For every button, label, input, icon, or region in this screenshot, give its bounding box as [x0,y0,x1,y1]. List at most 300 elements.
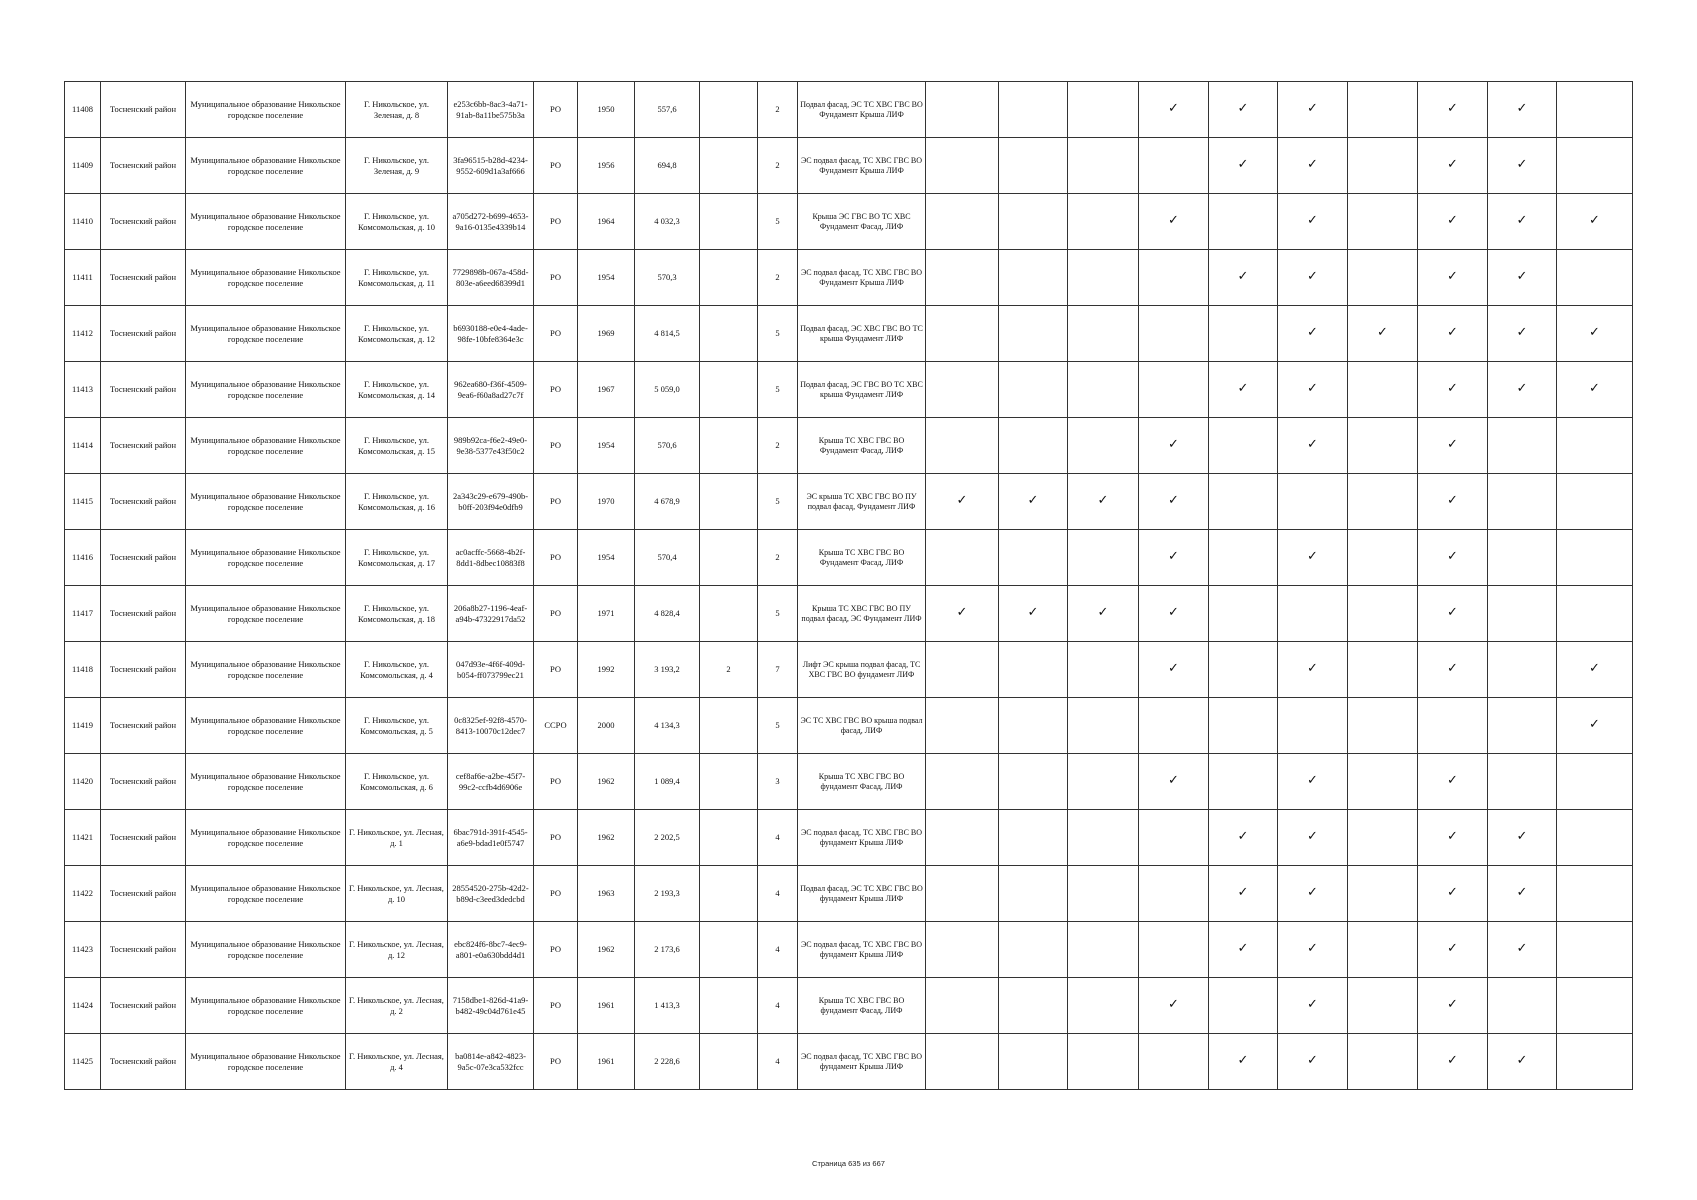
check-cell-6 [1278,194,1348,250]
check-cell-4 [1139,418,1209,474]
col9-cell [700,82,758,138]
check-mark-icon: ✓ [1168,213,1179,229]
check-cell-1 [926,586,999,642]
check-mark-icon: ✓ [1307,1053,1318,1069]
check-cell-9 [1488,138,1557,194]
house-type-cell: РО [534,866,578,922]
check-mark-icon: ✓ [1516,157,1528,173]
check-cell-2 [999,754,1068,810]
check-cell-8 [1418,642,1488,698]
area-cell: 694,8 [635,138,700,194]
check-cell-8 [1418,306,1488,362]
check-cell-9 [1488,474,1557,530]
municipality-cell: Муниципальное образование Никольское городское поселение [186,810,346,866]
check-cell-7 [1348,362,1418,418]
check-cell-4 [1139,1034,1209,1090]
row-number-cell: 11416 [65,530,101,586]
check-mark-icon: ✓ [1307,661,1318,677]
address-cell: Г. Никольское, ул. Лесная, д. 12 [346,922,448,978]
check-mark-icon: ✓ [1447,269,1458,285]
house-type-cell: РО [534,250,578,306]
check-mark-icon: ✓ [1307,941,1318,957]
build-year-cell: 1962 [578,810,635,866]
check-cell-4 [1139,194,1209,250]
address-cell: Г. Никольское, ул. Зеленая, д. 8 [346,82,448,138]
work-types-cell: Крыша ЭС ГВС ВО ТС ХВС Фундамент Фасад, ЛИФ [798,194,926,250]
build-year-cell: 1962 [578,922,635,978]
area-cell: 1 413,3 [635,978,700,1034]
check-cell-8 [1418,82,1488,138]
area-cell: 2 228,6 [635,1034,700,1090]
check-cell-6 [1278,362,1348,418]
build-year-cell: 1964 [578,194,635,250]
row-number-cell: 11413 [65,362,101,418]
check-cell-7 [1348,82,1418,138]
check-cell-2 [999,250,1068,306]
check-cell-5 [1209,418,1278,474]
check-cell-9 [1488,250,1557,306]
check-mark-icon: ✓ [1447,549,1458,565]
check-cell-10 [1557,922,1633,978]
municipality-cell: Муниципальное образование Никольское городское поселение [186,866,346,922]
check-cell-8 [1418,754,1488,810]
check-cell-1 [926,250,999,306]
check-cell-2 [999,306,1068,362]
col9-cell [700,698,758,754]
table-row [65,194,1633,250]
house-type-cell: РО [534,194,578,250]
floors-cell: 4 [758,866,798,922]
house-guid-cell: 28554520-275b-42d2-b89d-c3eed3dedcbd [448,866,534,922]
area-cell: 5 059,0 [635,362,700,418]
build-year-cell: 1967 [578,362,635,418]
check-cell-8 [1418,922,1488,978]
col9-cell [700,362,758,418]
check-cell-9 [1488,978,1557,1034]
check-mark-icon: ✓ [1516,1053,1528,1069]
check-cell-4 [1139,362,1209,418]
col9-cell [700,922,758,978]
check-mark-icon: ✓ [1589,661,1600,677]
check-cell-1 [926,306,999,362]
check-mark-icon: ✓ [1447,661,1458,677]
check-cell-10 [1557,362,1633,418]
check-mark-icon: ✓ [1447,829,1458,845]
check-cell-6 [1278,418,1348,474]
check-cell-4 [1139,306,1209,362]
check-cell-2 [999,978,1068,1034]
check-cell-3 [1068,362,1139,418]
area-cell: 4 032,3 [635,194,700,250]
check-mark-icon: ✓ [1447,325,1458,341]
check-cell-7 [1348,530,1418,586]
check-cell-9 [1488,922,1557,978]
check-cell-2 [999,194,1068,250]
check-cell-5 [1209,698,1278,754]
row-number-cell: 11424 [65,978,101,1034]
house-guid-cell: ebc824f6-8bc7-4ec9-a801-e0a630bdd4d1 [448,922,534,978]
district-cell: Тосненский район [101,418,186,474]
work-types-cell: Подвал фасад, ЭС ГВС ВО ТС ХВС крыша Фундамент ЛИФ [798,362,926,418]
check-mark-icon: ✓ [1516,101,1528,117]
table-row [65,1034,1633,1090]
check-mark-icon: ✓ [1168,773,1179,789]
check-cell-4 [1139,754,1209,810]
check-cell-1 [926,922,999,978]
check-cell-8 [1418,138,1488,194]
check-mark-icon: ✓ [1447,885,1458,901]
check-cell-4 [1139,810,1209,866]
col9-cell [700,530,758,586]
check-cell-10 [1557,530,1633,586]
check-cell-10 [1557,1034,1633,1090]
municipality-cell: Муниципальное образование Никольское городское поселение [186,642,346,698]
municipality-cell: Муниципальное образование Никольское городское поселение [186,586,346,642]
check-mark-icon: ✓ [1447,437,1458,453]
check-mark-icon: ✓ [1168,997,1179,1013]
table-row [65,866,1633,922]
build-year-cell: 1954 [578,418,635,474]
check-mark-icon: ✓ [1589,717,1600,733]
check-mark-icon: ✓ [1237,885,1249,901]
house-guid-cell: 047d93e-4f6f-409d-b054-ff073799ec21 [448,642,534,698]
floors-cell: 3 [758,754,798,810]
check-cell-1 [926,810,999,866]
check-cell-3 [1068,698,1139,754]
area-cell: 4 134,3 [635,698,700,754]
check-mark-icon: ✓ [1589,325,1600,341]
work-types-cell: ЭС подвал фасад, ТС ХВС ГВС ВО фундамент Крыша ЛИФ [798,810,926,866]
work-types-cell: Крыша ТС ХВС ГВС ВО фундамент Фасад, ЛИФ [798,978,926,1034]
table-row [65,978,1633,1034]
check-mark-icon: ✓ [1168,493,1179,509]
check-mark-icon: ✓ [1237,381,1249,397]
check-cell-10 [1557,586,1633,642]
check-cell-6 [1278,642,1348,698]
house-guid-cell: b6930188-e0e4-4ade-98fe-10bfe8364e3c [448,306,534,362]
row-number-cell: 11418 [65,642,101,698]
check-mark-icon: ✓ [956,493,968,509]
check-mark-icon: ✓ [956,605,968,621]
check-mark-icon: ✓ [1027,493,1039,509]
check-mark-icon: ✓ [1237,941,1249,957]
check-mark-icon: ✓ [1097,605,1109,621]
check-cell-5 [1209,194,1278,250]
check-cell-6 [1278,866,1348,922]
check-mark-icon: ✓ [1447,381,1458,397]
check-mark-icon: ✓ [1516,325,1528,341]
check-cell-1 [926,194,999,250]
check-cell-2 [999,530,1068,586]
check-cell-1 [926,362,999,418]
check-cell-5 [1209,810,1278,866]
address-cell: Г. Никольское, ул. Комсомольская, д. 12 [346,306,448,362]
check-mark-icon: ✓ [1516,829,1528,845]
check-mark-icon: ✓ [1516,381,1528,397]
house-type-cell: РО [534,1034,578,1090]
build-year-cell: 1961 [578,978,635,1034]
check-cell-1 [926,530,999,586]
check-cell-5 [1209,642,1278,698]
floors-cell: 4 [758,978,798,1034]
check-cell-1 [926,866,999,922]
build-year-cell: 1992 [578,642,635,698]
check-mark-icon: ✓ [1237,157,1249,173]
check-cell-3 [1068,306,1139,362]
col9-cell [700,586,758,642]
check-mark-icon: ✓ [1307,213,1318,229]
address-cell: Г. Никольское, ул. Лесная, д. 2 [346,978,448,1034]
floors-cell: 5 [758,586,798,642]
check-mark-icon: ✓ [1307,773,1318,789]
table-row [65,250,1633,306]
check-cell-5 [1209,362,1278,418]
house-guid-cell: 962ea680-f36f-4509-9ea6-f60a8ad27c7f [448,362,534,418]
row-number-cell: 11410 [65,194,101,250]
check-cell-5 [1209,922,1278,978]
check-cell-5 [1209,138,1278,194]
table-row [65,418,1633,474]
row-number-cell: 11415 [65,474,101,530]
check-mark-icon: ✓ [1237,269,1249,285]
build-year-cell: 1971 [578,586,635,642]
check-cell-7 [1348,1034,1418,1090]
check-cell-9 [1488,530,1557,586]
municipality-cell: Муниципальное образование Никольское городское поселение [186,922,346,978]
check-mark-icon: ✓ [1447,773,1458,789]
check-mark-icon: ✓ [1237,101,1249,117]
address-cell: Г. Никольское, ул. Комсомольская, д. 18 [346,586,448,642]
floors-cell: 5 [758,194,798,250]
build-year-cell: 1969 [578,306,635,362]
check-cell-3 [1068,642,1139,698]
work-types-cell: ЭС ТС ХВС ГВС ВО крыша подвал фасад, ЛИФ [798,698,926,754]
check-cell-3 [1068,250,1139,306]
table-row [65,698,1633,754]
check-cell-9 [1488,586,1557,642]
municipality-cell: Муниципальное образование Никольское городское поселение [186,362,346,418]
municipality-cell: Муниципальное образование Никольское городское поселение [186,530,346,586]
check-cell-6 [1278,698,1348,754]
check-cell-9 [1488,810,1557,866]
check-cell-3 [1068,530,1139,586]
check-cell-3 [1068,586,1139,642]
col9-cell [700,306,758,362]
address-cell: Г. Никольское, ул. Комсомольская, д. 17 [346,530,448,586]
municipality-cell: Муниципальное образование Никольское городское поселение [186,306,346,362]
check-cell-6 [1278,754,1348,810]
check-cell-3 [1068,1034,1139,1090]
check-cell-7 [1348,810,1418,866]
address-cell: Г. Никольское, ул. Лесная, д. 10 [346,866,448,922]
check-cell-7 [1348,250,1418,306]
check-cell-8 [1418,194,1488,250]
address-cell: Г. Никольское, ул. Комсомольская, д. 14 [346,362,448,418]
check-mark-icon: ✓ [1307,829,1318,845]
check-cell-2 [999,866,1068,922]
check-mark-icon: ✓ [1168,661,1179,677]
table-row [65,810,1633,866]
housing-register-table [64,81,1633,1090]
municipality-cell: Муниципальное образование Никольское городское поселение [186,194,346,250]
check-cell-6 [1278,306,1348,362]
table-row [65,82,1633,138]
municipality-cell: Муниципальное образование Никольское городское поселение [186,138,346,194]
build-year-cell: 2000 [578,698,635,754]
area-cell: 2 193,3 [635,866,700,922]
check-cell-9 [1488,866,1557,922]
col9-cell [700,250,758,306]
col9-cell [700,866,758,922]
col9-cell [700,810,758,866]
build-year-cell: 1962 [578,754,635,810]
check-cell-10 [1557,250,1633,306]
check-cell-3 [1068,866,1139,922]
municipality-cell: Муниципальное образование Никольское городское поселение [186,250,346,306]
address-cell: Г. Никольское, ул. Комсомольская, д. 10 [346,194,448,250]
check-cell-8 [1418,250,1488,306]
area-cell: 2 202,5 [635,810,700,866]
check-cell-5 [1209,82,1278,138]
check-cell-1 [926,138,999,194]
address-cell: Г. Никольское, ул. Комсомольская, д. 11 [346,250,448,306]
district-cell: Тосненский район [101,82,186,138]
table-row [65,362,1633,418]
row-number-cell: 11414 [65,418,101,474]
check-cell-10 [1557,194,1633,250]
check-mark-icon: ✓ [1447,213,1458,229]
area-cell: 4 814,5 [635,306,700,362]
row-number-cell: 11412 [65,306,101,362]
build-year-cell: 1956 [578,138,635,194]
check-cell-10 [1557,82,1633,138]
work-types-cell: Подвал фасад, ЭС ТС ХВС ГВС ВО Фундамент Крыша ЛИФ [798,82,926,138]
area-cell: 4 678,9 [635,474,700,530]
address-cell: Г. Никольское, ул. Комсомольская, д. 6 [346,754,448,810]
check-mark-icon: ✓ [1168,605,1179,621]
floors-cell: 5 [758,698,798,754]
work-types-cell: Крыша ТС ХВС ГВС ВО ПУ подвал фасад, ЭС Фундамент ЛИФ [798,586,926,642]
district-cell: Тосненский район [101,698,186,754]
check-cell-2 [999,82,1068,138]
check-cell-1 [926,474,999,530]
check-cell-8 [1418,418,1488,474]
check-cell-10 [1557,978,1633,1034]
check-mark-icon: ✓ [1447,157,1458,173]
check-cell-4 [1139,642,1209,698]
work-types-cell: ЭС крыша ТС ХВС ГВС ВО ПУ подвал фасад, Фундамент ЛИФ [798,474,926,530]
check-mark-icon: ✓ [1168,549,1179,565]
check-cell-7 [1348,642,1418,698]
house-guid-cell: 2a343c29-e679-490b-b0ff-203f94e0dfb9 [448,474,534,530]
build-year-cell: 1970 [578,474,635,530]
row-number-cell: 11411 [65,250,101,306]
table-row [65,138,1633,194]
col9-cell [700,418,758,474]
house-guid-cell: 7158dbe1-826d-41a9-b482-49c04d761e45 [448,978,534,1034]
house-type-cell: РО [534,642,578,698]
check-cell-2 [999,642,1068,698]
check-cell-10 [1557,138,1633,194]
check-cell-5 [1209,474,1278,530]
area-cell: 4 828,4 [635,586,700,642]
check-cell-5 [1209,306,1278,362]
check-cell-10 [1557,642,1633,698]
check-cell-9 [1488,418,1557,474]
district-cell: Тосненский район [101,306,186,362]
area-cell: 570,6 [635,418,700,474]
floors-cell: 4 [758,1034,798,1090]
house-guid-cell: a705d272-b699-4653-9a16-0135e4339b14 [448,194,534,250]
check-cell-7 [1348,474,1418,530]
district-cell: Тосненский район [101,362,186,418]
check-cell-3 [1068,978,1139,1034]
check-mark-icon: ✓ [1447,997,1458,1013]
table-row [65,922,1633,978]
check-cell-4 [1139,586,1209,642]
area-cell: 570,4 [635,530,700,586]
house-guid-cell: 3fa96515-b28d-4234-9552-609d1a3af666 [448,138,534,194]
district-cell: Тосненский район [101,866,186,922]
house-guid-cell: ac0acffc-5668-4b2f-8dd1-8dbec10883f8 [448,530,534,586]
check-cell-1 [926,418,999,474]
check-cell-4 [1139,250,1209,306]
col9-cell [700,194,758,250]
check-cell-1 [926,642,999,698]
house-type-cell: ССРО [534,698,578,754]
house-guid-cell: 206a8b27-1196-4eaf-a94b-47322917da52 [448,586,534,642]
check-cell-2 [999,362,1068,418]
area-cell: 557,6 [635,82,700,138]
check-cell-4 [1139,530,1209,586]
house-type-cell: РО [534,754,578,810]
address-cell: Г. Никольское, ул. Комсомольская, д. 4 [346,642,448,698]
municipality-cell: Муниципальное образование Никольское городское поселение [186,698,346,754]
address-cell: Г. Никольское, ул. Лесная, д. 1 [346,810,448,866]
build-year-cell: 1950 [578,82,635,138]
house-type-cell: РО [534,418,578,474]
build-year-cell: 1961 [578,1034,635,1090]
check-cell-9 [1488,754,1557,810]
check-cell-1 [926,82,999,138]
area-cell: 570,3 [635,250,700,306]
check-cell-3 [1068,754,1139,810]
area-cell: 1 089,4 [635,754,700,810]
floors-cell: 4 [758,922,798,978]
check-mark-icon: ✓ [1377,325,1388,341]
check-mark-icon: ✓ [1307,997,1318,1013]
check-cell-5 [1209,586,1278,642]
check-cell-9 [1488,698,1557,754]
table-row [65,754,1633,810]
check-mark-icon: ✓ [1589,381,1600,397]
check-cell-3 [1068,810,1139,866]
house-guid-cell: 7729898b-067a-458d-803e-a6eed68399d1 [448,250,534,306]
floors-cell: 2 [758,138,798,194]
check-cell-7 [1348,138,1418,194]
municipality-cell: Муниципальное образование Никольское городское поселение [186,418,346,474]
work-types-cell: ЭС подвал фасад, ТС ХВС ГВС ВО фундамент Крыша ЛИФ [798,922,926,978]
area-cell: 3 193,2 [635,642,700,698]
floors-cell: 2 [758,530,798,586]
check-cell-7 [1348,978,1418,1034]
address-cell: Г. Никольское, ул. Комсомольская, д. 15 [346,418,448,474]
house-type-cell: РО [534,810,578,866]
check-mark-icon: ✓ [1307,549,1318,565]
check-cell-5 [1209,250,1278,306]
check-cell-6 [1278,978,1348,1034]
house-guid-cell: 0c8325ef-92f8-4570-8413-10070c12dec7 [448,698,534,754]
